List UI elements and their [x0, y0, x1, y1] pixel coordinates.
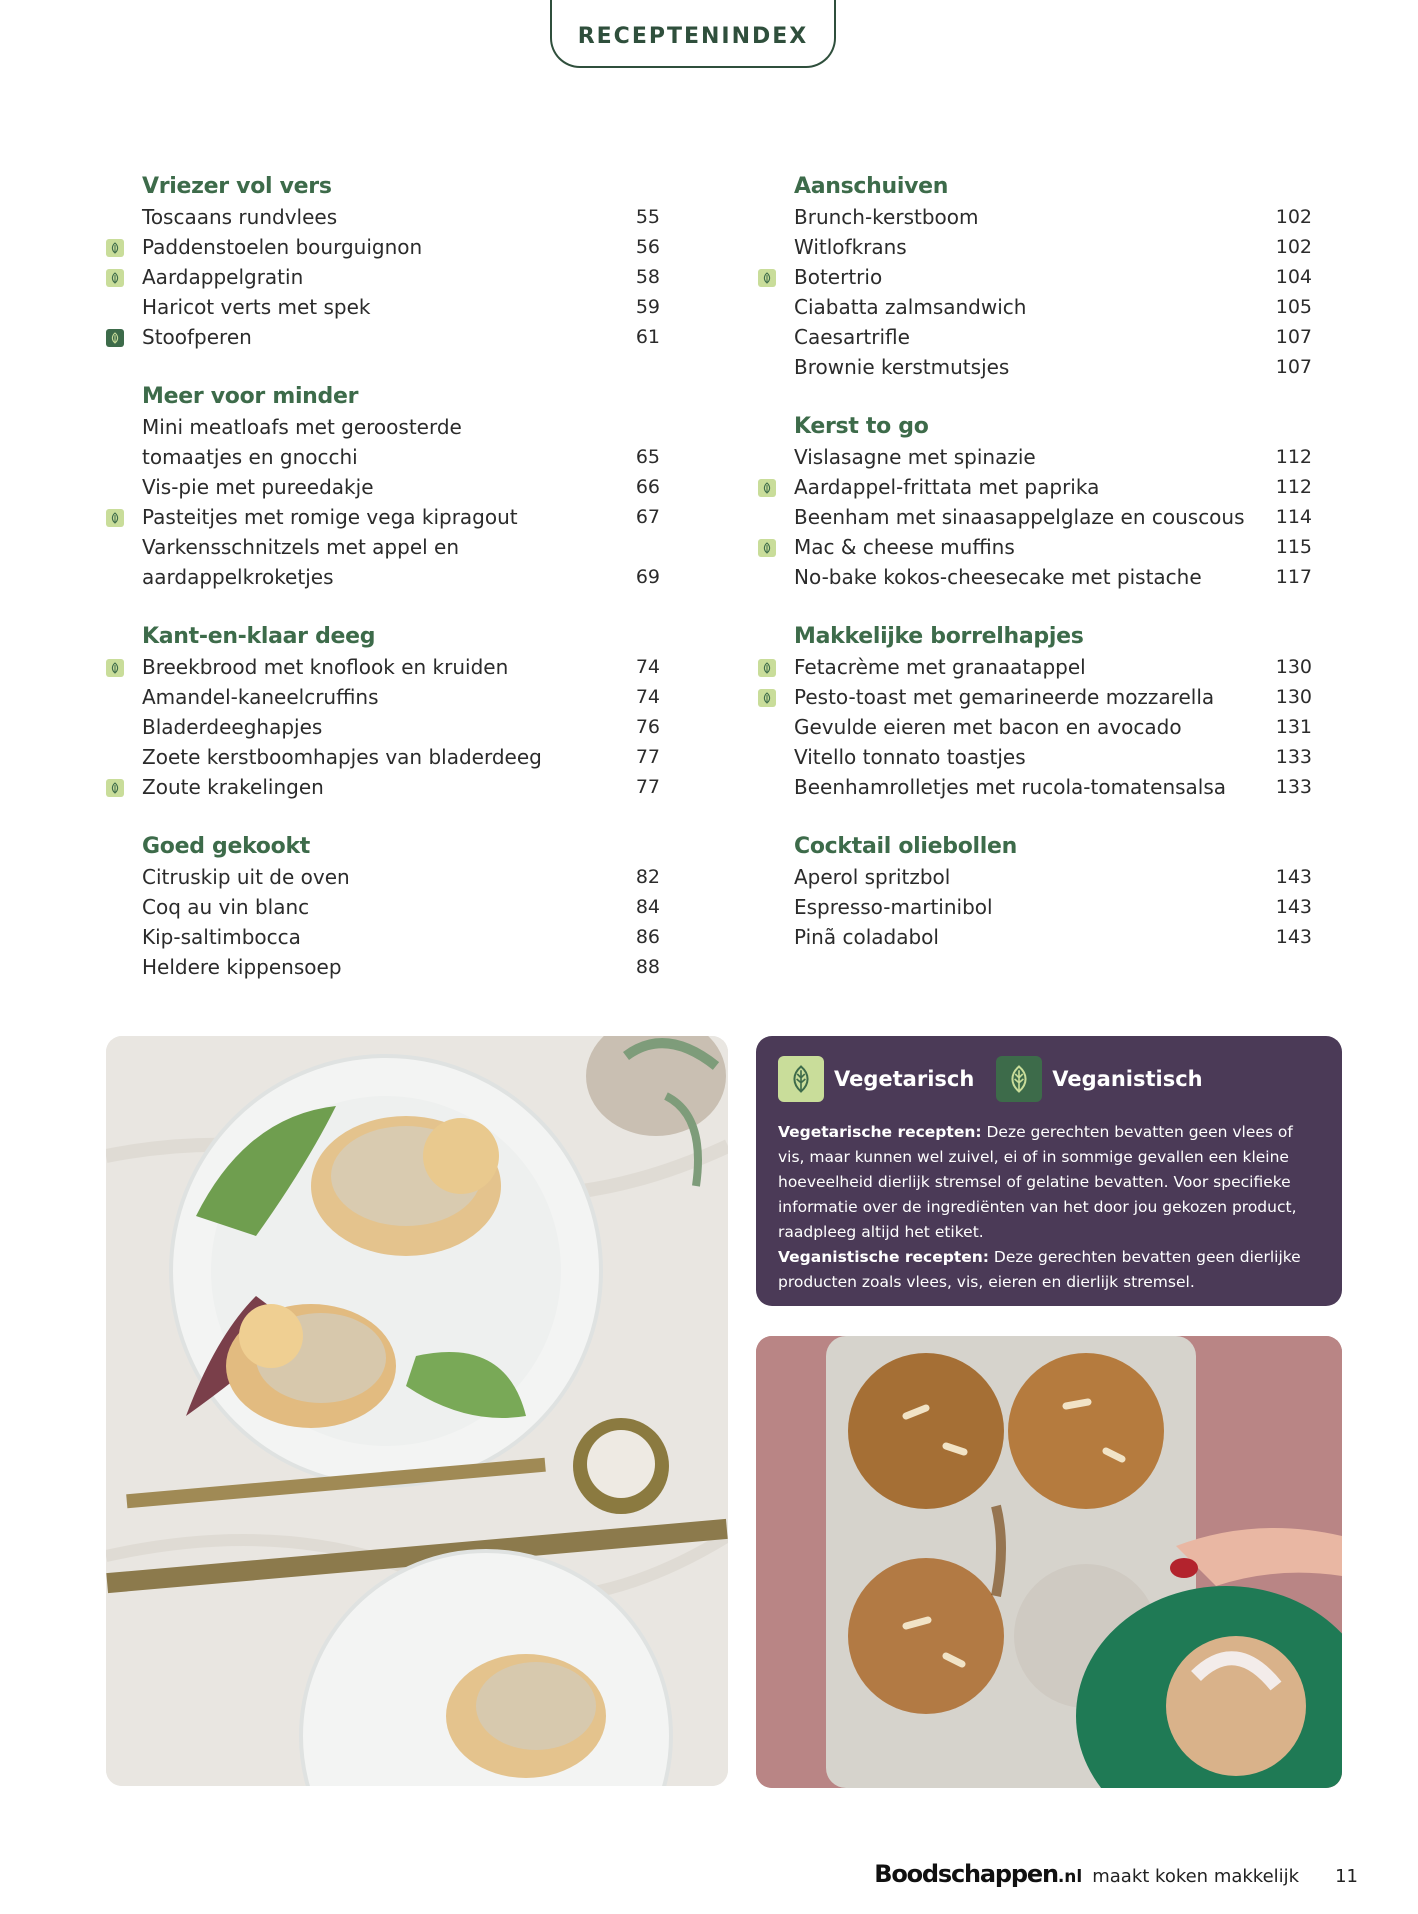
recipe-entry: [100, 712, 660, 742]
recipe-page-number: 69: [635, 566, 660, 588]
index-column-right: [752, 172, 1312, 982]
recipe-title: Aardappelgratin: [142, 265, 304, 289]
recipe-title: Zoete kerstboomhapjes van bladerdeeg: [142, 745, 542, 769]
vegetarian-leaf-icon: [758, 539, 776, 557]
recipe-entry: [752, 202, 1312, 232]
recipe-page-number: 76: [635, 716, 660, 738]
vegan-label: Veganistisch: [1052, 1067, 1203, 1091]
index-column-left: [100, 172, 660, 1012]
recipe-title: Toscaans rundvlees: [142, 205, 338, 229]
recipe-section: [752, 622, 1312, 802]
recipe-page-number: 58: [635, 266, 660, 288]
section-title: Makkelijke borrelhapjes: [794, 624, 1084, 649]
recipe-entry: [752, 442, 1312, 472]
recipe-title: Coq au vin blanc: [142, 895, 310, 919]
recipe-page-number: 102: [1275, 206, 1312, 228]
recipe-title: Kip-saltimbocca: [142, 925, 301, 949]
recipe-title: Breekbrood met knoflook en kruiden: [142, 655, 509, 679]
recipe-page-number: 56: [635, 236, 660, 258]
recipe-page-number: 112: [1275, 446, 1312, 468]
recipe-title: Witlofkrans: [794, 235, 907, 259]
recipe-entry: [100, 682, 660, 712]
recipe-title: Pesto-toast met gemarineerde mozzarella: [794, 685, 1215, 709]
recipe-title: Zoute krakelingen: [142, 775, 324, 799]
recipe-entry: [100, 202, 660, 232]
recipe-page-number: 67: [635, 506, 660, 528]
recipe-section: [752, 172, 1312, 382]
vegetarian-leaf-icon: [758, 479, 776, 497]
recipe-title: Pasteitjes met romige vega kipragout: [142, 505, 518, 529]
recipe-title: Ciabatta zalmsandwich: [794, 295, 1027, 319]
recipe-section: [100, 622, 660, 802]
vegetarian-leaf-icon: [106, 269, 124, 287]
recipe-title: Vis-pie met pureedakje: [142, 475, 374, 499]
recipe-page-number: 117: [1275, 566, 1312, 588]
diet-legend-text: [778, 1120, 1320, 1295]
recipe-page-number: 65: [635, 446, 660, 468]
recipe-entry: [100, 742, 660, 772]
photo-cruffins-illustration: [756, 1336, 1342, 1788]
vegan-description: Deze gerechten bevatten geen dierlijke producten zoals vlees, vis, eieren en dierlijk stremsel.: [778, 1248, 1301, 1291]
recipe-entry: [100, 502, 660, 532]
recipe-title: Caesartrifle: [794, 325, 910, 349]
section-tab-label: RECEPTENINDEX: [577, 24, 809, 49]
recipe-page-number: 61: [635, 326, 660, 348]
recipe-section: [100, 172, 660, 352]
recipe-title: Bladerdeeghapjes: [142, 715, 323, 739]
recipe-entry: [752, 682, 1312, 712]
vegetarian-leaf-icon: [106, 509, 124, 527]
recipe-page-number: 131: [1275, 716, 1312, 738]
recipe-entry: [100, 292, 660, 322]
page-number: 11: [1335, 1866, 1358, 1887]
recipe-entry: [100, 232, 660, 262]
vegetarian-leaf-icon: [758, 659, 776, 677]
recipe-entry: [100, 862, 660, 892]
vegetarian-leaf-icon: [106, 239, 124, 257]
recipe-entry: [752, 352, 1312, 382]
recipe-page-number: 143: [1275, 926, 1312, 948]
recipe-entry: [752, 712, 1312, 742]
recipe-entry: [100, 922, 660, 952]
recipe-entry: [100, 262, 660, 292]
recipe-title: Espresso-martinibol: [794, 895, 993, 919]
recipe-title: Heldere kippensoep: [142, 955, 342, 979]
vegan-leaf-icon: [106, 329, 124, 347]
recipe-title: Beenhamrolletjes met rucola-tomatensalsa: [794, 775, 1227, 799]
recipe-entry: [100, 652, 660, 682]
photo-cruffins: [756, 1336, 1342, 1788]
diet-legend-box: [756, 1036, 1342, 1306]
brand-logo: Boodschappen.nl: [874, 1860, 1083, 1888]
vegan-heading: Veganistische recepten:: [778, 1248, 989, 1266]
recipe-entry: [752, 652, 1312, 682]
recipe-page-number: 130: [1275, 686, 1312, 708]
recipe-entry: [752, 892, 1312, 922]
recipe-title: Vislasagne met spinazie: [794, 445, 1036, 469]
recipe-title: Aperol spritzbol: [794, 865, 951, 889]
recipe-entry: [752, 772, 1312, 802]
recipe-page-number: 59: [635, 296, 660, 318]
recipe-title: Pinã coladabol: [794, 925, 939, 949]
recipe-title: Haricot verts met spek: [142, 295, 371, 319]
recipe-entry: [752, 922, 1312, 952]
recipe-entry: [100, 322, 660, 352]
section-title: Goed gekookt: [142, 834, 310, 859]
recipe-entry: [100, 412, 660, 472]
recipe-title: Vitello tonnato toastjes: [794, 745, 1026, 769]
recipe-page-number: 74: [635, 656, 660, 678]
recipe-entry: [100, 952, 660, 982]
recipe-page-number: 82: [635, 866, 660, 888]
recipe-page-number: 133: [1275, 746, 1312, 768]
recipe-entry: [752, 262, 1312, 292]
recipe-title: Brownie kerstmutsjes: [794, 355, 1010, 379]
vegetarian-leaf-icon: [758, 269, 776, 287]
recipe-page-number: 115: [1275, 536, 1312, 558]
diet-legend: [778, 1054, 1320, 1104]
recipe-title: Citruskip uit de oven: [142, 865, 350, 889]
recipe-entry: [752, 562, 1312, 592]
recipe-title: Mac & cheese muffins: [794, 535, 1015, 559]
recipe-page-number: 107: [1275, 326, 1312, 348]
vegetarian-label: Vegetarisch: [834, 1067, 975, 1091]
recipe-title: No-bake kokos-cheesecake met pistache: [794, 565, 1202, 589]
recipe-title: Brunch-kerstboom: [794, 205, 979, 229]
vegetarian-leaf-icon: [778, 1056, 824, 1102]
section-title: Kant-en-klaar deeg: [142, 624, 376, 649]
section-title: Meer voor minder: [142, 384, 359, 409]
photo-pasteitjes: [106, 1036, 728, 1786]
recipe-page-number: 55: [635, 206, 660, 228]
recipe-page-number: 112: [1275, 476, 1312, 498]
recipe-page-number: 66: [635, 476, 660, 498]
recipe-title: Amandel-kaneelcruffins: [142, 685, 379, 709]
recipe-entry: [752, 742, 1312, 772]
recipe-entry: [752, 532, 1312, 562]
recipe-title: Aardappel-frittata met paprika: [794, 475, 1100, 499]
recipe-title: Varkensschnitzels met appel en aardappelkroketjes: [142, 535, 460, 589]
recipe-page-number: 84: [635, 896, 660, 918]
recipe-entry: [100, 532, 660, 592]
recipe-page-number: 74: [635, 686, 660, 708]
section-tab: [550, 0, 836, 68]
recipe-page-number: 143: [1275, 866, 1312, 888]
recipe-title: Fetacrème met granaatappel: [794, 655, 1086, 679]
recipe-page-number: 114: [1275, 506, 1312, 528]
recipe-page-number: 133: [1275, 776, 1312, 798]
recipe-page-number: 130: [1275, 656, 1312, 678]
recipe-section: [752, 832, 1312, 952]
page-footer: [874, 1860, 1358, 1888]
vegetarian-description: Deze gerechten bevatten geen vlees of vis, maar kunnen wel zuivel, ei of in sommige gevallen een kleine hoeveelheid dierlijk stremsel of gelatine bevatten. Voor specifieke informatie over de ingrediënten van het door jou gekozen product, raadpleeg altijd het etiket.: [778, 1123, 1297, 1241]
vegetarian-leaf-icon: [758, 689, 776, 707]
recipe-entry: [100, 772, 660, 802]
vegetarian-heading: Vegetarische recepten:: [778, 1123, 982, 1141]
section-title: Aanschuiven: [794, 174, 949, 199]
recipe-entry: [752, 322, 1312, 352]
recipe-title: Mini meatloafs met geroosterde tomaatjes en gnocchi: [142, 415, 462, 469]
recipe-page-number: 86: [635, 926, 660, 948]
brand-tagline: maakt koken makkelijk: [1092, 1866, 1300, 1887]
recipe-section: [752, 412, 1312, 592]
recipe-section: [100, 832, 660, 982]
recipe-entry: [752, 472, 1312, 502]
photo-pasteitjes-illustration: [106, 1036, 728, 1786]
recipe-entry: [100, 472, 660, 502]
recipe-page-number: 77: [635, 746, 660, 768]
recipe-page-number: 77: [635, 776, 660, 798]
section-title: Cocktail oliebollen: [794, 834, 1017, 859]
recipe-title: Stoofperen: [142, 325, 252, 349]
recipe-entry: [752, 502, 1312, 532]
recipe-entry: [752, 232, 1312, 262]
recipe-page-number: 143: [1275, 896, 1312, 918]
recipe-page-number: 107: [1275, 356, 1312, 378]
recipe-page-number: 88: [635, 956, 660, 978]
recipe-page-number: 105: [1275, 296, 1312, 318]
recipe-entry: [752, 292, 1312, 322]
vegan-leaf-icon: [996, 1056, 1042, 1102]
recipe-title: Botertrio: [794, 265, 883, 289]
vegetarian-leaf-icon: [106, 779, 124, 797]
recipe-entry: [100, 892, 660, 922]
recipe-section: [100, 382, 660, 592]
recipe-title: Gevulde eieren met bacon en avocado: [794, 715, 1182, 739]
recipe-title: Paddenstoelen bourguignon: [142, 235, 423, 259]
vegetarian-leaf-icon: [106, 659, 124, 677]
recipe-page-number: 104: [1275, 266, 1312, 288]
recipe-page-number: 102: [1275, 236, 1312, 258]
recipe-title: Beenham met sinaasappelglaze en couscous: [794, 505, 1245, 529]
section-title: Vriezer vol vers: [142, 174, 332, 199]
recipe-entry: [752, 862, 1312, 892]
section-title: Kerst to go: [794, 414, 929, 439]
